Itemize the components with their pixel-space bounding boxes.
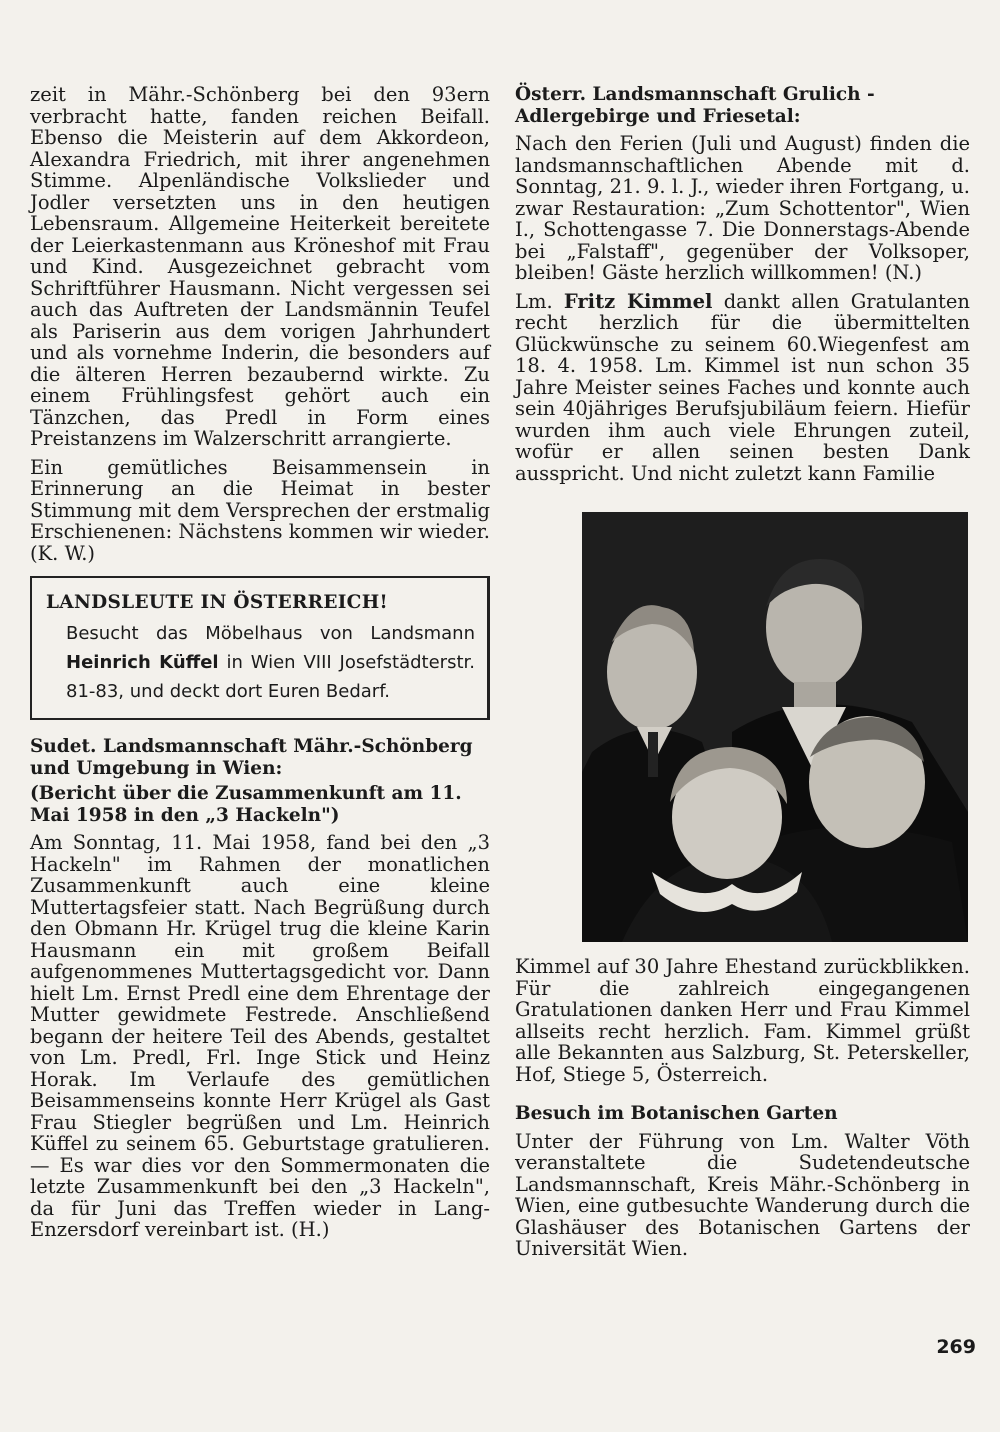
- paragraph-kimmel-thanks: [515, 291, 970, 485]
- paragraph-festival-report: zeit in Mähr.-Schönberg bei den 93ern verbracht hatte, fanden reichen Beifall. Ebenso die Meisterin auf dem Akkordeon, Alexandra Friedrich, mit ihrer angenehmen Stimme. Alpenländische Volkslieder und Jodler versetzten uns in den heutigen Lebensraum. Allgemeine Heiterkeit bereitete der Leierkastenmann aus Kröneshof mit Frau und Kind. Ausgezeichnet gebracht vom Schriftführer Hausmann. Nicht vergessen sei auch das Auftreten der Landsmännin Teufel als Pariserin aus dem vorigen Jahrhundert und als vornehme Inderin, die besonders auf die älteren Herren bezaubernd wirkte. Zu einem Frühlingsfest gehört auch ein Tänzchen, das Predl in Form eines Preistanzens im Walzerschritt arrangierte.: [30, 83, 490, 450]
- advertisement-title: LANDSLEUTE IN ÖSTERREICH!: [46, 592, 388, 613]
- advertisement-box: [30, 576, 490, 720]
- paragraph-festival-closing: Ein gemütliches Beisammensein in Erinnerung an die Heimat in bester Stimmung mit dem Versprechen der erstmalig Erschienenen: Nächstens kommen wir wieder. (K. W.): [30, 455, 490, 565]
- kimmel-name: Fritz Kimmel: [563, 289, 713, 313]
- section-subheading-report: (Bericht über die Zusammenkunft am 11. Mai 1958 in den „3 Hackeln"): [30, 783, 462, 826]
- section-heading-botanical-garden: Besuch im Botanischen Garten: [515, 1103, 838, 1124]
- kimmel-text-post: dankt allen Gratulanten recht herzlich für die übermittelten Glückwünsche zu seinem 60.Wiegenfest am 18. 4. 1958. Lm. Kimmel ist nun schon 35 Jahre Meister seines Faches und konnte auch sein 40jähriges Berufsjubiläum feiern. Hiefür wurden ihm auch viele Ehrungen zuteil, wofür er allen seinen besten Dank ausspricht. Und nicht zuletzt kann Familie: [515, 289, 970, 485]
- family-photo: [582, 512, 968, 942]
- section-heading-maehr-schoenberg: Sudet. Landsmannschaft Mähr.-Schönberg und Umgebung in Wien:: [30, 736, 473, 779]
- paragraph-grulich-meetings: Nach den Ferien (Juli und August) finden die landsmannschaftlichen Abende mit d. Sonntag, 21. 9. l. J., wieder ihren Fortgang, u. zwar Restauration: „Zum Schottentor", Wien I., Schottengasse 7. Die Donnerstags-Abende bei „Falstaff", gegenüber der Volksoper, bleiben! Gäste herzlich willkommen! (N.): [515, 132, 970, 284]
- kimmel-text-pre: Lm.: [515, 289, 564, 313]
- ad-name: Heinrich Küffel: [66, 652, 219, 673]
- advertisement-body: [46, 619, 475, 706]
- paragraph-botanical-visit: Unter der Führung von Lm. Walter Vöth veranstaltete die Sudetendeutsche Landsmannschaft, Kreis Mähr.-Schönberg in Wien, eine gutbesuchte Wanderung durch die Glashäuser des Botanischen Gartens der Universität Wien.: [515, 1129, 970, 1260]
- right-column: [515, 84, 970, 1267]
- page-number: 269: [936, 1336, 976, 1358]
- family-photo-image: [582, 512, 968, 942]
- paragraph-kimmel-anniversary: Kimmel auf 30 Jahre Ehestand zurückblikken. Für die zahlreich eingegangenen Gratulationen danken Herr und Frau Kimmel allseits recht herzlich. Fam. Kimmel grüßt alle Bekannten aus Salzburg, St. Peterskeller, Hof, Stiege 5, Österreich.: [515, 955, 970, 1086]
- section-heading-grulich: Österr. Landsmannschaft Grulich - Adlergebirge und Friesetal:: [515, 84, 875, 127]
- ad-text-pre: Besucht das Möbelhaus von Landsmann: [66, 623, 475, 644]
- left-column: [30, 84, 490, 1248]
- ad-text-post: in Wien VIII Josefstädterstr. 81-83, und deckt dort Euren Bedarf.: [66, 652, 475, 702]
- paragraph-muttertag-report: Am Sonntag, 11. Mai 1958, fand bei den „3 Hackeln" im Rahmen der monatlichen Zusammenkunft auch eine kleine Muttertagsfeier statt. Nach Begrüßung durch den Obmann Hr. Krügel trug die kleine Karin Hausmann ein mit großem Beifall aufgenommenes Muttertagsgedicht vor. Dann hielt Lm. Ernst Predl eine dem Ehrentage der Mutter gewidmete Festrede. Anschließend begann der heitere Teil des Abends, gestaltet von Lm. Predl, Frl. Inge Stick und Heinz Horak. Im Verlaufe des gemütlichen Beisammenseins konnte Herr Krügel als Gast Frau Stiegler begrüßen und Lm. Heinrich Küffel zu seinem 65. Geburtstage gratulieren. — Es war dies vor den Sommermonaten die letzte Zusammenkunft bei den „3 Hackeln", da für Juni das Treffen wieder in Lang-Enzersdorf vereinbart ist. (H.): [30, 831, 490, 1241]
